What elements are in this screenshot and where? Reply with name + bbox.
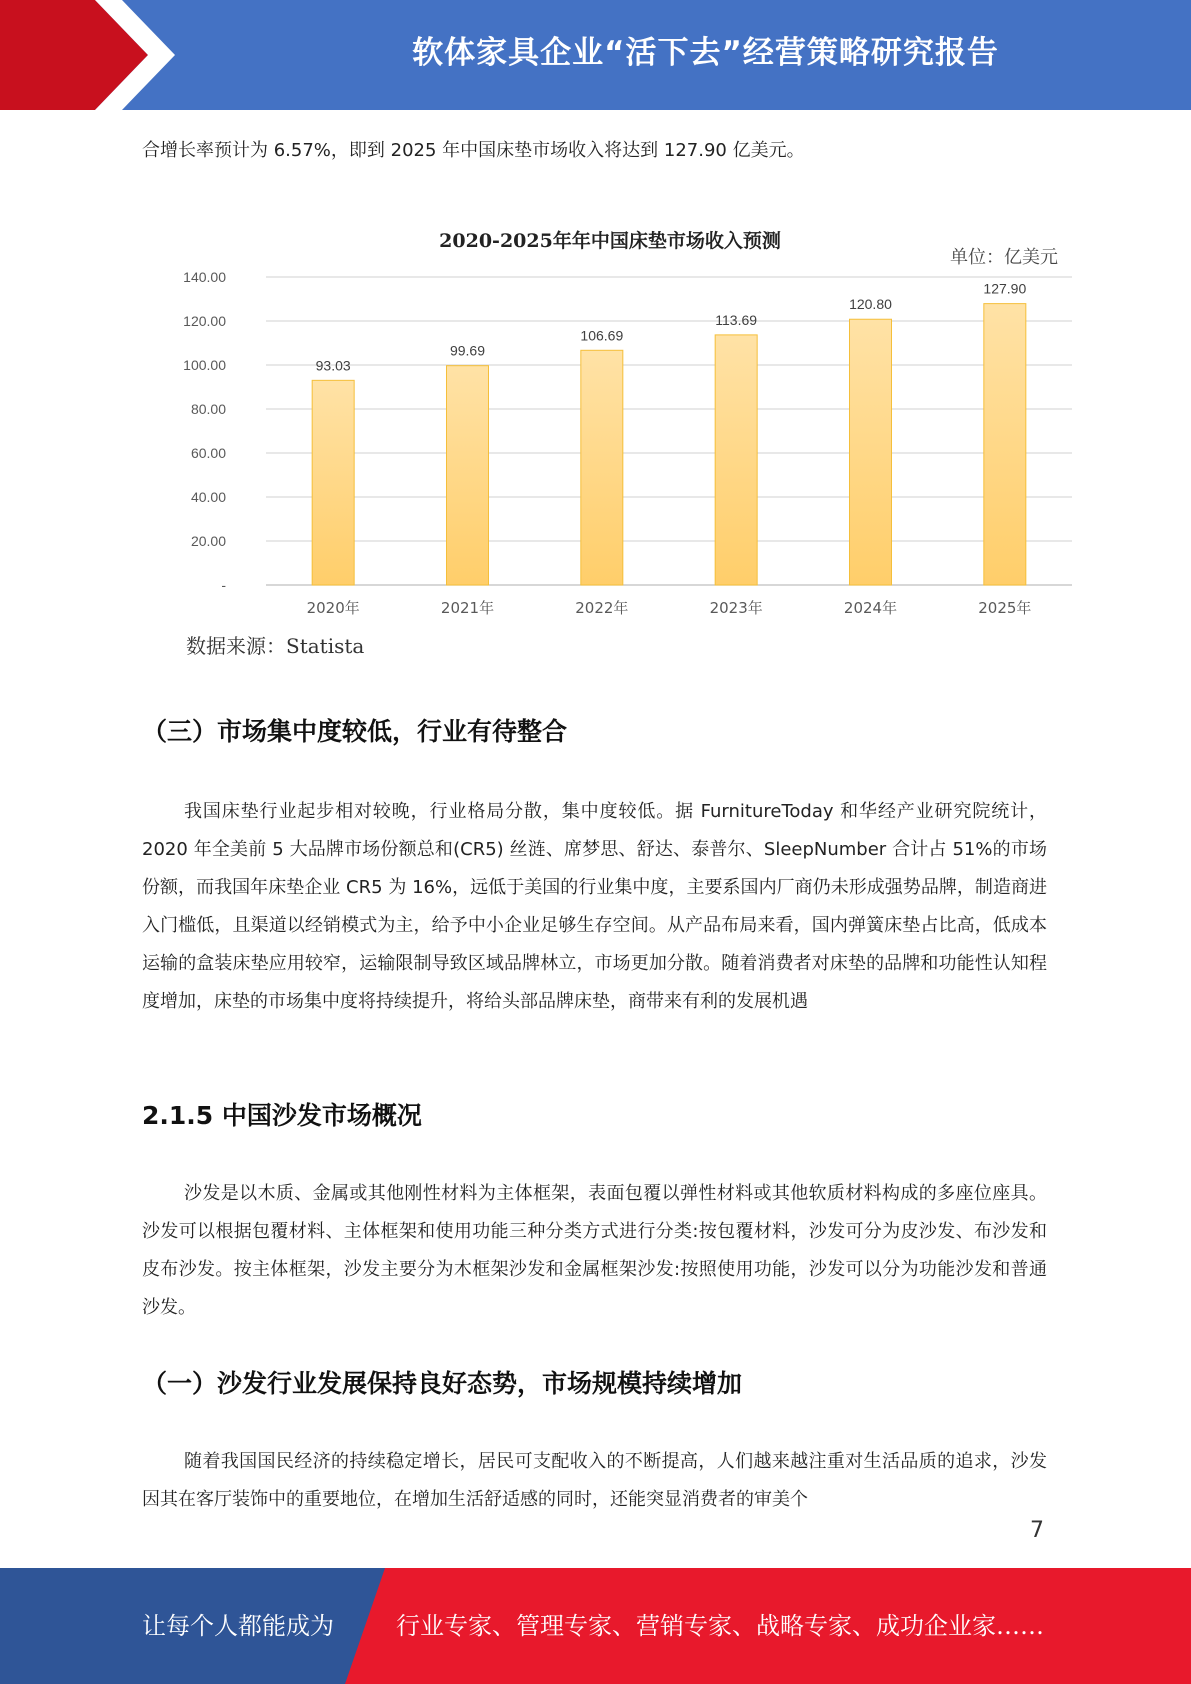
chart-source: 数据来源：Statista (186, 634, 365, 658)
y-tick-label: 140.00 (183, 269, 226, 285)
y-tick-label: 60.00 (190, 445, 226, 461)
page-number: 7 (1030, 1518, 1044, 1543)
bar-value-label: 106.69 (580, 327, 624, 344)
bar-value-label: 127.90 (983, 280, 1027, 297)
bar (715, 335, 757, 585)
y-tick-label: - (221, 577, 226, 593)
bar-value-label: 113.69 (715, 311, 758, 328)
bar-value-label: 99.69 (449, 342, 486, 359)
footer-banner (0, 1568, 1191, 1684)
x-tick-label: 2021年 (440, 599, 495, 617)
chart-unit-label: 单位：亿美元 (950, 247, 1058, 268)
section-paragraph-market-concentration: 我国床垫行业起步相对较晚，行业格局分散，集中度较低。据 FurnitureToday 和华经产业研究院统计，2020 年全美前 5 大品牌市场份额总和(CR5) 丝涟、席梦思、舒达、泰普尔、SleepNumber 合计占 51%的市场份额，而我国年床垫企业 CR5 为 16%，远低于美国的行业集中度，主要系国内厂商仍未形成强势品牌，制造商进入门槛低，且渠道以经销模式为主，给予中小企业足够生存空间。从产品布局来看，国内弹簧床垫占比高，低成本运输的盒装床垫应用较窄，运输限制导致区域品牌林立，市场更加分散。随着消费者对床垫的品牌和功能性认知程度增加，床垫的市场集中度将持续提升，将给头部品牌床垫，商带来有利的发展机遇 (142, 801, 1047, 1012)
chart-plot (170, 210, 1090, 630)
bar (447, 366, 489, 585)
bar-value-label: 120.80 (849, 296, 892, 313)
intro-text: 合增长率预计为 6.57%，即到 2025 年中国床垫市场收入将达到 127.90 亿美元。 (142, 140, 805, 161)
y-tick-label: 80.00 (190, 401, 226, 417)
section-heading-market-concentration: （三）市场集中度较低，行业有待整合 (142, 717, 568, 746)
bar (984, 304, 1026, 585)
x-tick-label: 2023年 (709, 599, 763, 617)
bar (312, 380, 354, 585)
x-tick-label: 2022年 (575, 599, 629, 617)
section-paragraph-sofa-overview: 沙发是以木质、金属或其他刚性材料为主体框架，表面包覆以弹性材料或其他软质材料构成的多座位座具。沙发可以根据包覆材料、主体框架和使用功能三种分类方式进行分类:按包覆材料，沙发可分为皮沙发、布沙发和皮布沙发。按主体框架，沙发主要分为木框架沙发和金属框架沙发:按照使用功能，沙发可以分为功能沙发和普通沙发。 (142, 1183, 1047, 1318)
x-tick-label: 2025年 (978, 599, 1032, 617)
x-tick-label: 2024年 (843, 599, 898, 617)
chart-title: 2020-2025年年中国床垫市场收入预测 (439, 230, 781, 252)
bar-value-label: 93.03 (315, 357, 351, 374)
mattress-revenue-chart (170, 210, 1090, 630)
header-banner (0, 0, 1191, 110)
x-tick-label: 2020年 (306, 599, 360, 617)
y-tick-label: 120.00 (183, 313, 226, 329)
y-tick-label: 20.00 (190, 533, 226, 549)
section-heading-sofa-growth: （一）沙发行业发展保持良好态势，市场规模持续增加 (142, 1369, 743, 1398)
y-tick-label: 40.00 (190, 489, 226, 505)
bar (581, 350, 623, 585)
bar (850, 319, 892, 585)
y-tick-label: 100.00 (183, 357, 226, 373)
footer-slogan-left: 让每个人都能成为 (142, 1612, 334, 1640)
footer-slogan-right: 行业专家、管理专家、营销专家、战略专家、成功企业家…… (396, 1612, 1044, 1640)
report-title: 软体家具企业“活下去”经营策略研究报告 (412, 35, 999, 71)
section-heading-sofa-overview: 2.1.5 中国沙发市场概况 (142, 1101, 422, 1130)
section-paragraph-sofa-growth: 随着我国国民经济的持续稳定增长，居民可支配收入的不断提高，人们越来越注重对生活品质的追求，沙发因其在客厅装饰中的重要地位，在增加生活舒适感的同时，还能突显消费者的审美个 (142, 1451, 1047, 1510)
